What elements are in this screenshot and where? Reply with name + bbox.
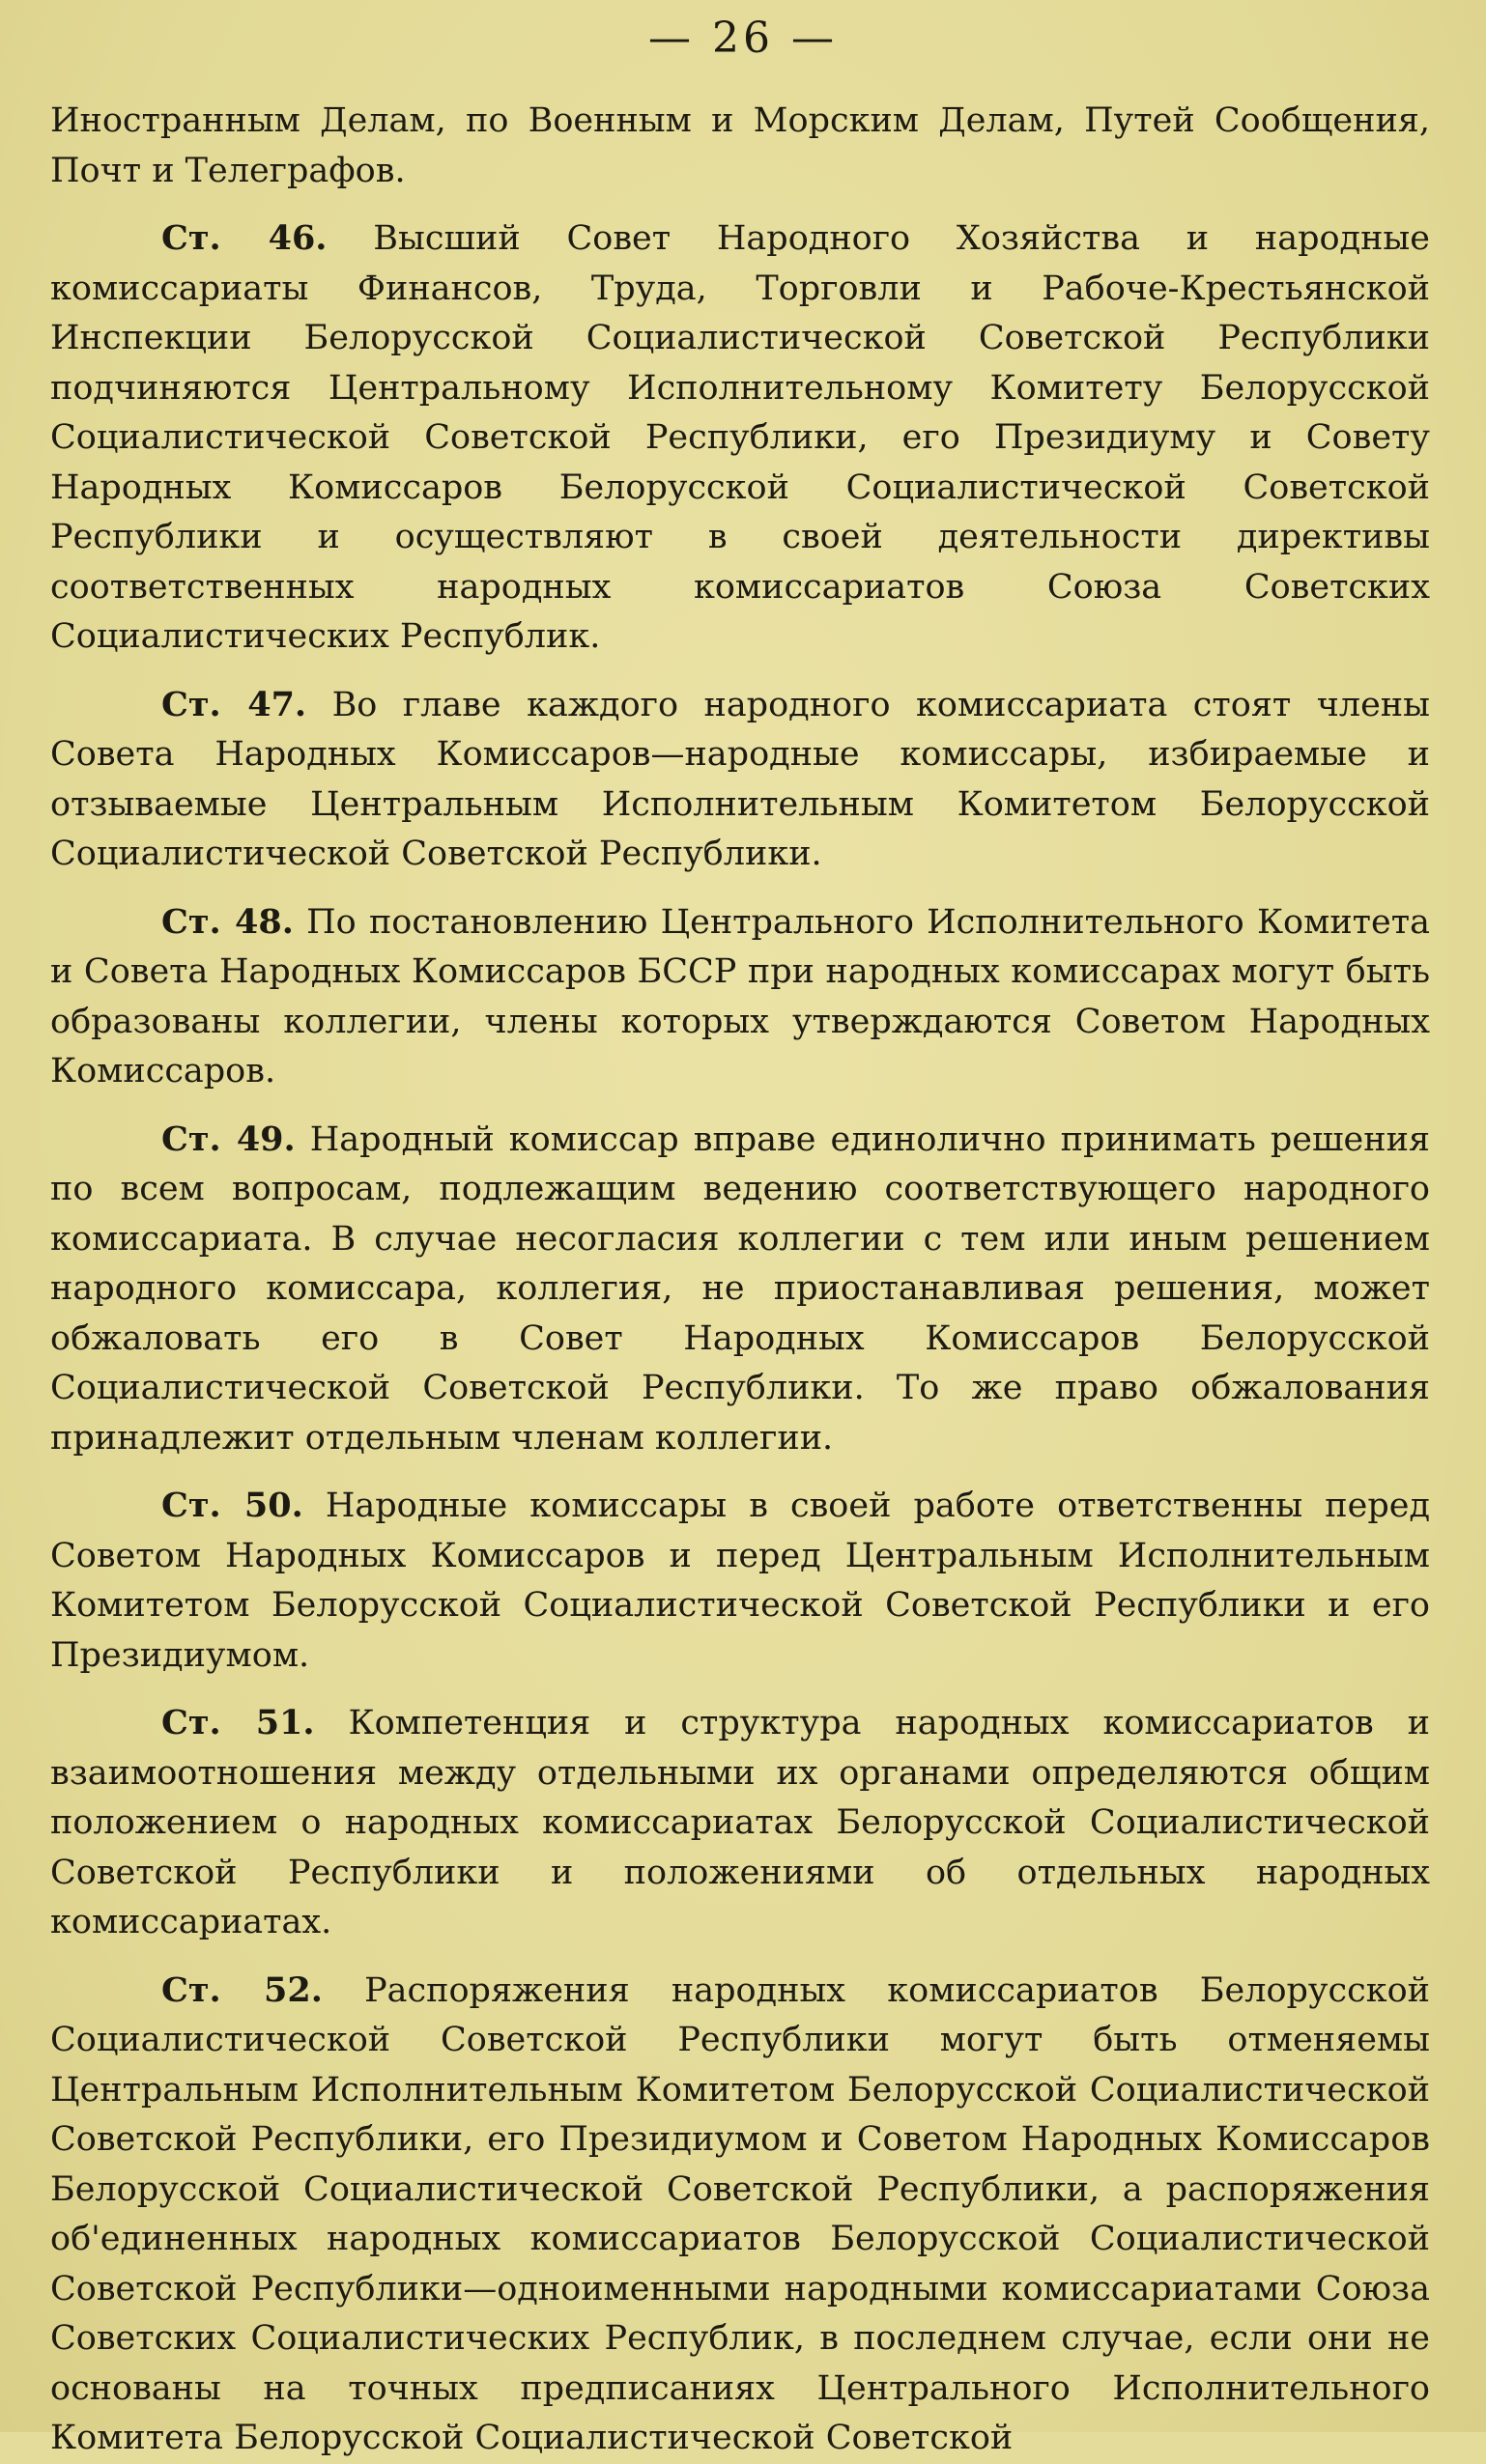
article-number: Ст. 50. bbox=[161, 1486, 303, 1525]
article-text: Распоряжения народных комиссариатов Белорусской Социалистической Советской Республики могут быть отменяемы Центральным Исполнительным Комитетом Белорусской Социалистической Советской Республики, его Президиумом и Советом Народных Комиссаров Белорусской Социалистической Советской Республики, а распоряжения об'единенных народных комиссариатов Белорусской Социалистической Советской Республики—одноименными народными комиссариатами Союза Советских Социалистических Республик, в последнем случае, если они не основаны на точных предписаниях Центрального Исполнительного Комитета Белорусской Социалистической Советской bbox=[50, 1970, 1430, 2457]
article-text: По постановлению Центрального Исполнительного Комитета и Совета Народных Комиссаров БССР при народных комиссарах могут быть образованы коллегии, члены которых утверждаются Советом Народных Комиссаров. bbox=[50, 902, 1430, 1090]
paragraph-continuation bbox=[50, 97, 1430, 196]
article-text: Во главе каждого народного комиссариата стоят члены Совета Народных Комиссаров—народные комиссары, избираемые и отзываемые Центральным Исполнительным Комитетом Белорусской Социалистической Советской Республики. bbox=[50, 685, 1430, 873]
article-number: Ст. 48. bbox=[161, 901, 294, 942]
article-text: Народные комиссары в своей работе ответственны перед Советом Народных Комиссаров и перед Центральным Исполнительным Комитетом Белорусской Социалистической Советской Республики и его Президиумом. bbox=[50, 1487, 1430, 1675]
article-text: Компетенция и структура народных комиссариатов и взаимоотношения между отдельными их органами определяются общим положением о народных комиссариатах Белорусской Социалистической Советской Республики и положениями об отдельных народных комиссариатах. bbox=[50, 1704, 1430, 1941]
article-number: Ст. 47. bbox=[161, 684, 307, 724]
article-text: Высший Совет Народного Хозяйства и народные комиссариаты Финансов, Труда, Торговли и Рабоче-Крестьянской Инспекции Белорусской Социалистической Советской Республики подчиняются Центральному Исполнительному Комитету Белорусской Социалистической Советской Республики, его Президиуму и Совету Народных Комиссаров Белорусской Социалистической Советской Республики и осуществляют в своей деятельности директивы соответственных народных комиссариатов Союза Советских Социалистических Республик. bbox=[50, 219, 1430, 656]
article-49 bbox=[50, 1115, 1430, 1464]
page-number: — 26 — bbox=[648, 14, 838, 63]
article-number: Ст. 51. bbox=[161, 1703, 315, 1742]
article-51 bbox=[50, 1698, 1430, 1948]
article-text: Народный комиссар вправе единолично принимать решения по всем вопросам, подлежащим ведению соответствующего народного комиссариата. В случае несогласия коллегии с тем или иным решением народного комиссара, коллегия, не приостанавливая решения, может обжаловать его в Совет Народных Комиссаров Белорусской Социалистической Советской Республики. То же право обжалования принадлежит отдельным членам коллегии. bbox=[50, 1119, 1430, 1458]
article-number: Ст. 52. bbox=[161, 1969, 323, 2010]
article-47 bbox=[50, 680, 1430, 880]
article-number: Ст. 49. bbox=[161, 1119, 296, 1159]
article-number: Ст. 46. bbox=[161, 218, 328, 258]
article-52 bbox=[50, 1966, 1430, 2464]
article-46 bbox=[50, 213, 1430, 663]
body-text bbox=[50, 97, 1430, 2464]
article-50 bbox=[50, 1481, 1430, 1681]
paragraph-text: Иностранным Делам, по Военным и Морским Делам, Путей Сообщения, Почт и Телеграфов. bbox=[50, 101, 1430, 190]
article-48 bbox=[50, 897, 1430, 1097]
